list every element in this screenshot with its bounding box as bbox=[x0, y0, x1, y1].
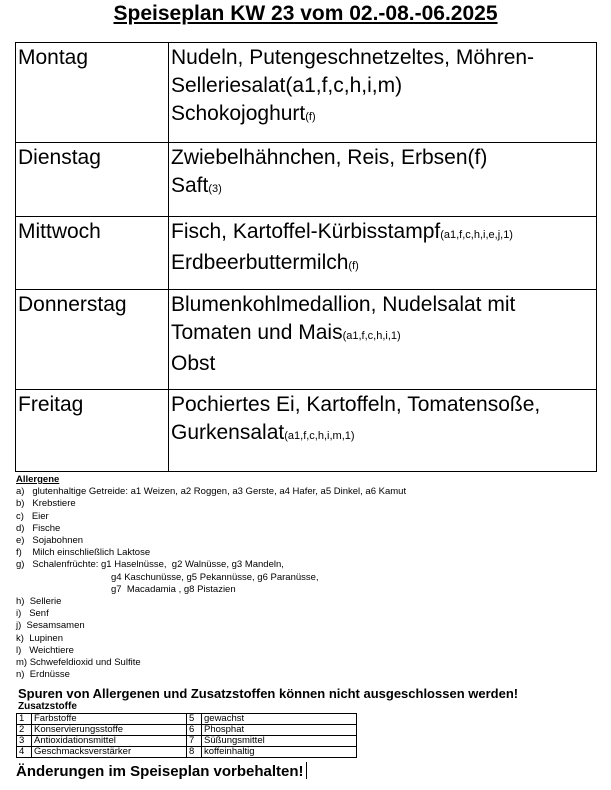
additive-label: Farbstoffe bbox=[32, 714, 187, 725]
additive-row bbox=[17, 725, 357, 736]
additive-label: gewachst bbox=[202, 714, 357, 725]
allergen-item: c) Eier bbox=[16, 510, 49, 522]
additive-number: 6 bbox=[187, 725, 202, 736]
additive-label: Phosphat bbox=[202, 725, 357, 736]
meal-text: Erdbeerbuttermilch bbox=[171, 251, 349, 274]
meal-line bbox=[171, 350, 594, 378]
allergen-heading: Allergene bbox=[16, 474, 60, 485]
meal-line bbox=[171, 319, 594, 350]
allergen-item: j) Sesamsamen bbox=[16, 620, 85, 632]
meal-text: Obst bbox=[171, 352, 216, 375]
additive-number: 4 bbox=[17, 747, 32, 758]
additives-heading: Zusatzstoffe bbox=[18, 701, 77, 712]
allergen-warning: Spuren von Allergenen und Zusatzstoffen können nicht ausgeschlossen werden! bbox=[18, 686, 519, 701]
allergen-item: a) glutenhaltige Getreide: a1 Weizen, a2 Roggen, a3 Gerste, a4 Hafer, a5 Dinkel, a6 Kamut bbox=[16, 486, 407, 498]
additive-number: 7 bbox=[187, 736, 202, 747]
meal-line bbox=[171, 249, 594, 280]
additive-row bbox=[17, 736, 357, 747]
additive-label: koffeinhaltig bbox=[202, 747, 357, 758]
meal-text: Zwiebelhähnchen, Reis, Erbsen(f) bbox=[171, 146, 488, 169]
day-name: Mittwoch bbox=[16, 217, 169, 290]
meal-cell bbox=[169, 143, 597, 217]
menu-table bbox=[15, 42, 597, 472]
allergen-codes: (a1,f,c,h,i,1) bbox=[342, 330, 401, 342]
allergen-item: g4 Kaschunüsse, g5 Pekannüsse, g6 Paranüsse, bbox=[111, 571, 319, 583]
meal-text: Gurkensalat bbox=[171, 421, 285, 444]
additive-label: Antioxidationsmittel bbox=[32, 736, 187, 747]
allergen-codes: (a1,f,c,h,i,m,1) bbox=[284, 430, 355, 442]
additive-row bbox=[17, 747, 357, 758]
allergen-item: e) Sojabohnen bbox=[16, 535, 84, 547]
additive-number: 5 bbox=[187, 714, 202, 725]
text-cursor bbox=[306, 762, 307, 779]
meal-line bbox=[171, 72, 594, 100]
menu-row bbox=[16, 43, 597, 143]
allergen-item: n) Erdnüsse bbox=[16, 669, 70, 681]
allergen-codes: (f) bbox=[348, 260, 359, 272]
meal-line bbox=[171, 172, 594, 203]
meal-text: Fisch, Kartoffel-Kürbisstampf bbox=[171, 220, 441, 243]
additive-number: 2 bbox=[17, 725, 32, 736]
day-name: Donnerstag bbox=[16, 290, 169, 390]
meal-text: Selleriesalat(a1,f,c,h,i,m) bbox=[171, 74, 403, 97]
meal-line bbox=[171, 419, 594, 450]
additive-label: Geschmacksverstärker bbox=[32, 747, 187, 758]
allergen-codes: (3) bbox=[208, 183, 222, 195]
menu-row bbox=[16, 390, 597, 472]
meal-line bbox=[171, 218, 594, 249]
meal-cell bbox=[169, 290, 597, 390]
meal-text: Saft bbox=[171, 174, 209, 197]
additives-table bbox=[16, 713, 357, 758]
allergen-codes: (a1,f,c,h,i,e,j,1) bbox=[440, 229, 513, 241]
allergen-item: h) Sellerie bbox=[16, 596, 62, 608]
meal-text: Schokojoghurt bbox=[171, 102, 306, 125]
meal-line bbox=[171, 44, 594, 72]
meal-cell bbox=[169, 390, 597, 472]
allergen-legend bbox=[16, 474, 406, 681]
allergen-item: k) Lupinen bbox=[16, 632, 64, 644]
meal-line bbox=[171, 391, 594, 419]
additive-number: 3 bbox=[17, 736, 32, 747]
additive-number: 8 bbox=[187, 747, 202, 758]
menu-row bbox=[16, 217, 597, 290]
allergen-item: m) Schwefeldioxid und Sulfite bbox=[16, 657, 141, 669]
menu-row bbox=[16, 290, 597, 390]
additive-row bbox=[17, 714, 357, 725]
allergen-item: d) Fische bbox=[16, 522, 61, 534]
footer-note: Änderungen im Speiseplan vorbehalten! bbox=[16, 762, 307, 780]
additive-number: 1 bbox=[17, 714, 32, 725]
additive-label: Süßungsmittel bbox=[202, 736, 357, 747]
allergen-item: b) Krebstiere bbox=[16, 498, 76, 510]
meal-text: Nudeln, Putengeschnetzeltes, Möhren- bbox=[171, 46, 535, 69]
allergen-item: l) Weichtiere bbox=[16, 644, 74, 656]
meal-line bbox=[171, 291, 594, 319]
allergen-item: g7 Macadamia , g8 Pistazien bbox=[111, 583, 236, 595]
meal-cell bbox=[169, 217, 597, 290]
allergen-item: i) Senf bbox=[16, 608, 49, 620]
page-title: Speiseplan KW 23 vom 02.-08.-06.2025 bbox=[113, 2, 498, 25]
allergen-item: f) Milch einschließlich Laktose bbox=[16, 547, 151, 559]
meal-text: Blumenkohlmedallion, Nudelsalat mit bbox=[171, 293, 516, 316]
additive-label: Konservierungsstoffe bbox=[32, 725, 187, 736]
menu-row bbox=[16, 143, 597, 217]
day-name: Montag bbox=[16, 43, 169, 143]
meal-text: Tomaten und Mais bbox=[171, 321, 343, 344]
allergen-item: g) Schalenfrüchte: g1 Haselnüsse, g2 Walnüsse, g3 Mandeln, bbox=[16, 559, 284, 571]
day-name: Freitag bbox=[16, 390, 169, 472]
meal-text: Pochiertes Ei, Kartoffeln, Tomatensoße, bbox=[171, 393, 541, 416]
day-name: Dienstag bbox=[16, 143, 169, 217]
meal-cell bbox=[169, 43, 597, 143]
allergen-codes: (f) bbox=[305, 111, 316, 123]
meal-line bbox=[171, 100, 594, 131]
meal-line bbox=[171, 144, 594, 172]
